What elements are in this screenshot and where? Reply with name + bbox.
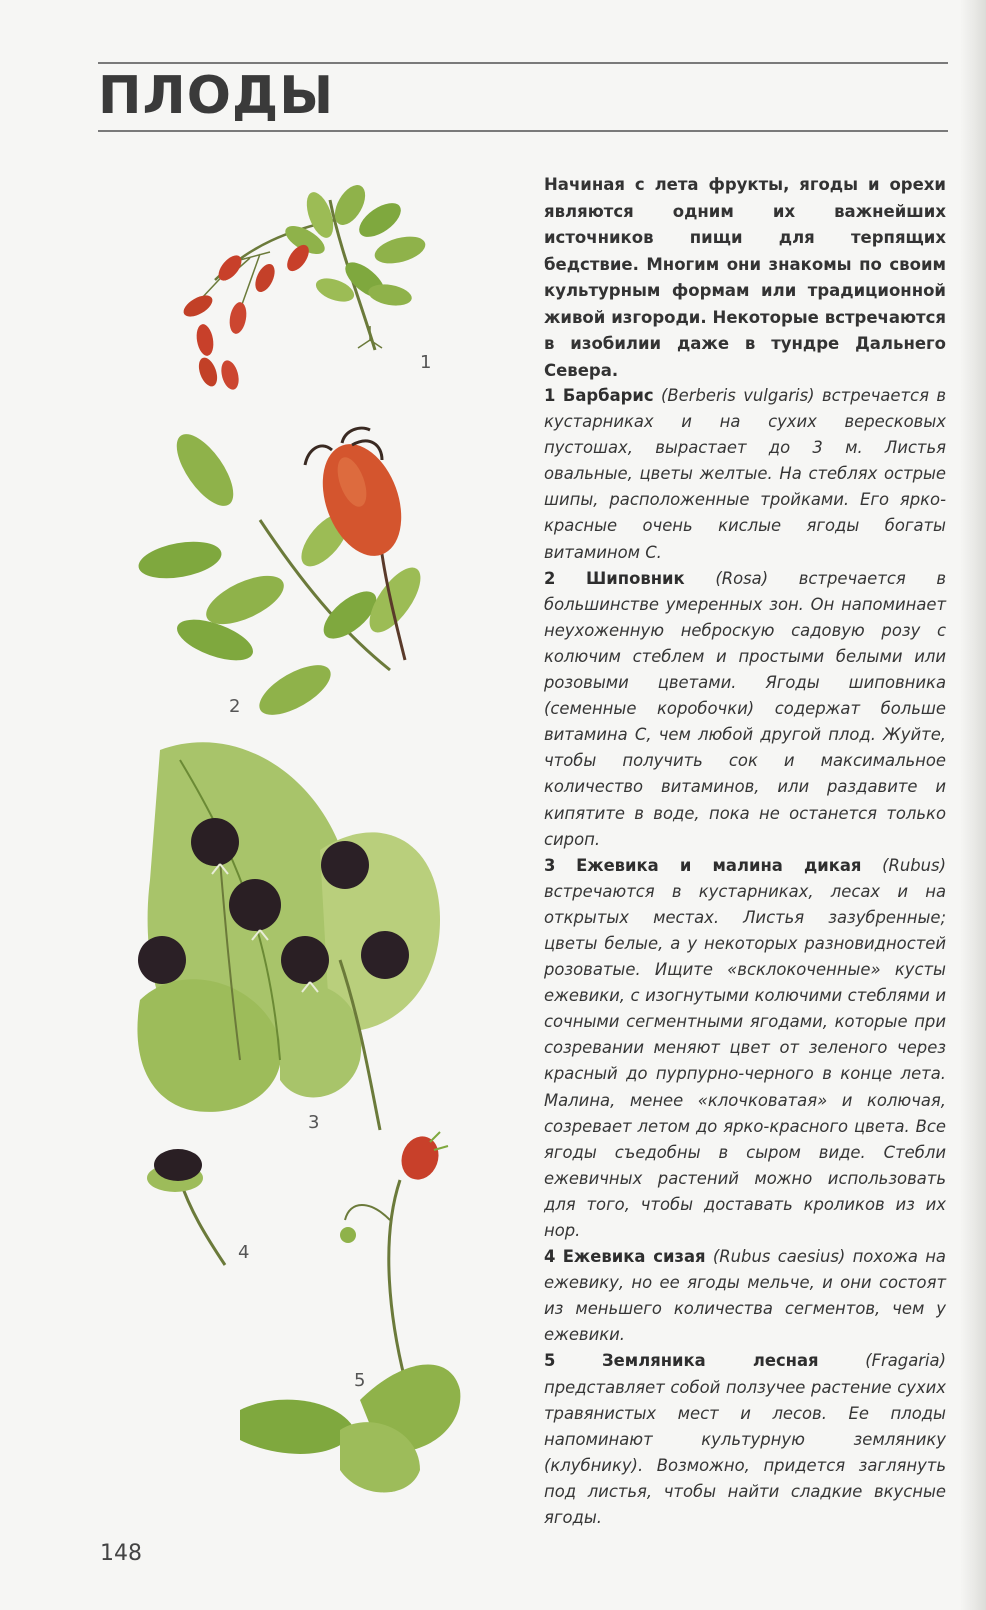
- blackberry-illustration: [137, 742, 440, 1130]
- species-descriptions: [544, 383, 946, 1531]
- entry-latin-name: (Berberis vulgaris): [661, 386, 815, 405]
- title-rule-bottom: [98, 130, 948, 132]
- book-spine-shadow: [960, 0, 986, 1610]
- entry-name: Земляника лесная: [602, 1351, 819, 1371]
- entry-barberry: [544, 383, 946, 566]
- rosehip-illustration: [136, 425, 430, 724]
- figure-label-1: 1: [420, 352, 432, 373]
- figure-label-2: 2: [229, 696, 241, 717]
- entry-number: 5: [544, 1351, 556, 1371]
- entry-description: встречается в большинстве умеренных зон. Он напоминает неухоженную неброскую садовую розу с колючим стеблем и простыми белыми или розовыми цветами. Ягоды шиповника (семенные коробочки) содержат больше витамина С, чем любой другой плод. Жуйте, чтобы получить сок и максимальное количество витаминов, или раздавите и кипятите в воде, пока не останется только сироп.: [544, 568, 946, 849]
- figure-label-4: 4: [238, 1242, 250, 1263]
- entry-strawberry: [544, 1348, 946, 1531]
- entry-latin-name: (Rubus caesius): [712, 1247, 846, 1267]
- figure-label-3: 3: [308, 1112, 320, 1133]
- entry-dewberry: [544, 1244, 946, 1348]
- dewberry-illustration: [147, 1149, 225, 1265]
- entry-rosehip: [544, 566, 946, 853]
- entry-number: 2: [544, 568, 556, 588]
- entry-name: Шиповник: [586, 568, 685, 588]
- figure-label-5: 5: [354, 1370, 366, 1391]
- entry-description: представляет собой ползучее растение сухих травянистых мест и лесов. Ее плоды напоминают культурную землянику (клубнику). Возможно, придется заглянуть под листья, чтобы найти сладкие вкусные ягоды.: [544, 1377, 946, 1528]
- entry-description: встречается в кустарниках и на сухих вересковых пустошах, вырастает до 3 м. Листья овальные, цветы желтые. На стеблях острые шипы, расположенные тройками. Его ярко-красные очень кислые ягоды богаты витамином С.: [544, 386, 947, 562]
- entry-number: 3: [544, 855, 556, 875]
- entry-name: Ежевика и малина дикая: [576, 855, 862, 875]
- entry-number: 4: [544, 1247, 556, 1267]
- page-title: ПЛОДЫ: [98, 66, 335, 126]
- entry-latin-name: (Rubus): [882, 855, 946, 875]
- entry-name: Ежевика сизая: [562, 1247, 706, 1267]
- barberry-illustration: [180, 180, 428, 392]
- intro-paragraph: Начиная с лета фрукты, ягоды и орехи являются одним их важнейших источников пищи для терпящих бедствие. Многим они знакомы по своим культурным формам или традиционной живой изгороди. Некоторые встречаются в изобилии даже в тундре Дальнего Севера.: [544, 175, 946, 380]
- entry-description: встречаются в кустарниках, лесах и на открытых местах. Листья зазубренные; цветы белые, а у некоторых разновидностей розоватые. Ищите «всклокоченные» кусты ежевики, с изогнутыми колючими стеблями и сочными сегментными ягодами, которые при созревании меняют цвет от зеленого через красный до пурпурно-черного в конце лета. Малина, менее «клочковатая» и колючая, созревает летом до ярко-красного цвета. Все ягоды съедобны в сыром виде. Стебли ежевичных растений можно использовать для того, чтобы доставать кроликов из их нор.: [544, 881, 946, 1240]
- entry-name: Барбарис: [562, 386, 654, 405]
- page-number: 148: [100, 1541, 142, 1566]
- entry-latin-name: (Fragaria): [865, 1351, 946, 1371]
- entry-blackberry: [544, 853, 946, 1244]
- entry-latin-name: (Rosa): [715, 568, 769, 588]
- entry-description: похожа на ежевику, но ее ягоды мельче, и они состоят из меньшего количества сегментов, чем у ежевики.: [544, 1247, 946, 1345]
- entry-number: 1: [544, 386, 556, 405]
- strawberry-illustration: [240, 1131, 460, 1492]
